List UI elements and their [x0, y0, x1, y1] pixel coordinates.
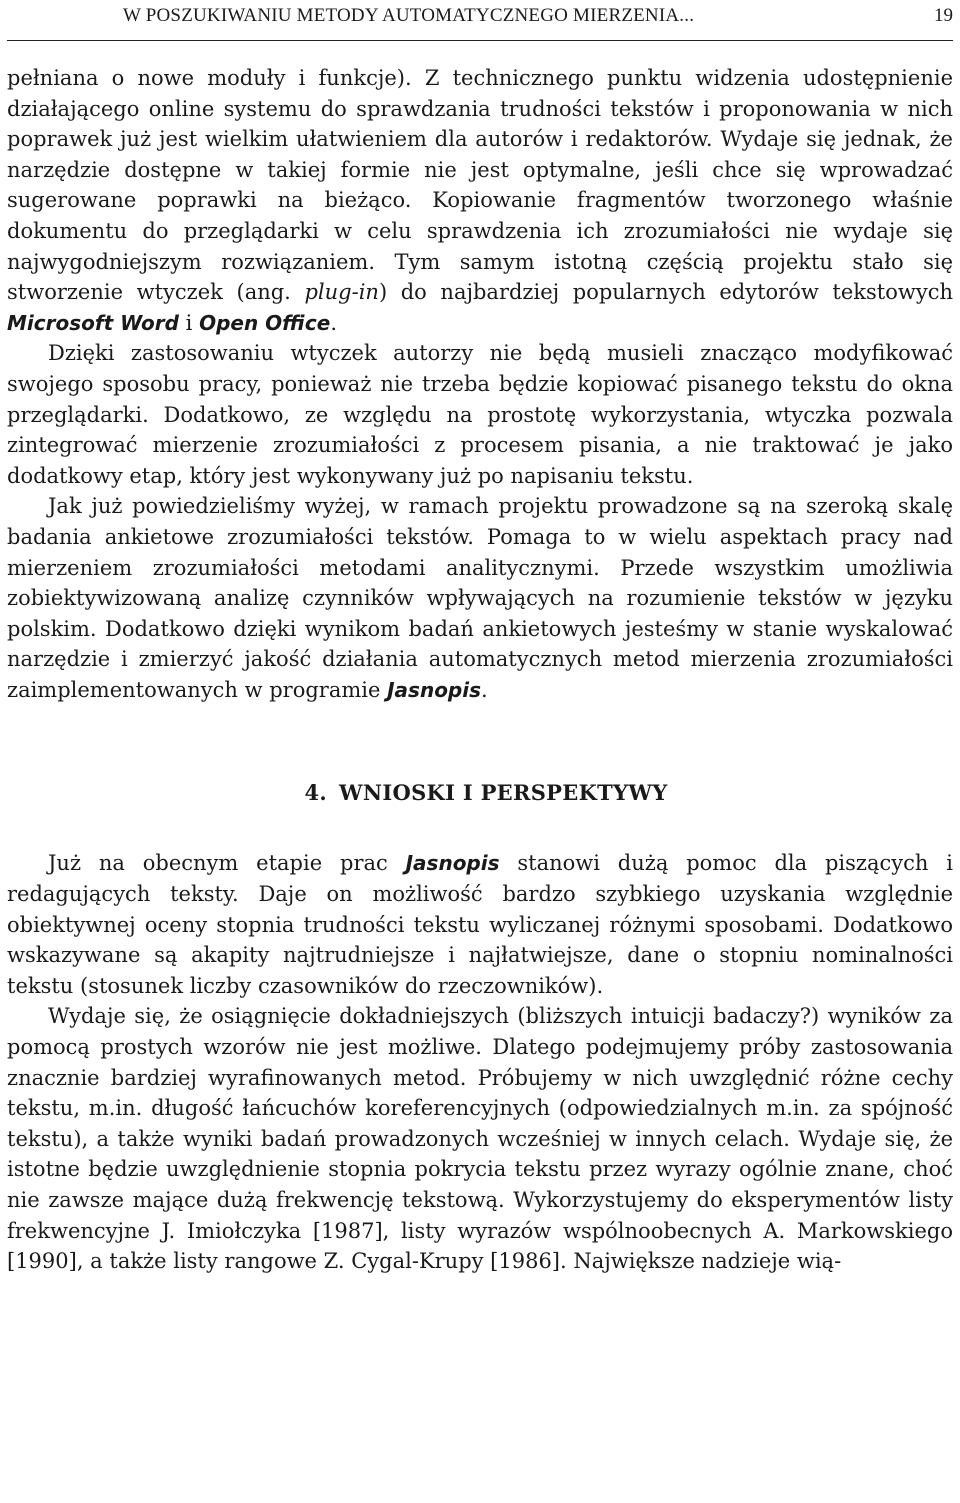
microsoft-word-name: Microsoft Word [7, 310, 179, 335]
paragraph [7, 848, 953, 1001]
book-page [7, 0, 953, 1277]
plugin-term: plug-in [304, 280, 379, 305]
paragraph-text: . [481, 677, 488, 702]
open-office-name: Open Office [199, 310, 331, 335]
page-number: 19 [934, 5, 953, 26]
running-header-title: W POSZUKIWANIU METODY AUTOMATYCZNEGO MIERZENIA... [123, 5, 695, 26]
paragraph-text: Już na obecnym etapie prac [48, 851, 406, 876]
body-text [7, 63, 953, 1277]
paragraph: Dzięki zastosowaniu wtyczek autorzy nie będą musieli znacząco modyfikować swojego sposobu pracy, ponieważ nie trzeba będzie kopiować pisanego tekstu do okna przeglądarki. Dodatkowo, ze względu na prostotę wykorzystania, wtyczka pozwala zintegrować mierzenie zrozumiałości z procesem pisania, a nie traktować je jako dodatkowy etap, który jest wykonywany już po napisaniu tekstu. [7, 341, 953, 488]
paragraph-text: pełniana o nowe moduły i funkcje). Z technicznego punktu widzenia udostępnienie działającego online systemu do sprawdzania trudności tekstów i proponowania w nich poprawek już jest wielkim ułatwieniem dla autorów i redaktorów. Wydaje się jednak, że narzędzie dostępne w takiej formie nie jest optymalne, jeśli chce się wprowadzać sugerowane poprawki na bieżąco. Kopiowanie fragmentów tworzonego właśnie dokumentu do przeglądarki w celu sprawdzenia ich zrozumiałości nie wydaje się najwygodniejszym rozwiązaniem. Tym samym istotną częścią projektu stało się stworzenie wtyczek (ang. [7, 66, 953, 305]
paragraph-text: stanowi dużą pomoc dla piszących i redagujących teksty. Daje on możliwość bardzo szybkiego uzyskania względnie obiektywnej oceny stopnia trudności tekstu wyliczanej różnymi sposobami. Dodatkowo wskazywane są akapity najtrudniejsze i najłatwiejsze, dane o stopniu nominalności tekstu (stosunek liczby czasowników do rzeczowników). [7, 851, 953, 998]
jasnopis-name: Jasnopis [387, 677, 482, 702]
paragraph [7, 63, 953, 338]
paragraph-text: . [330, 310, 338, 335]
running-header [7, 0, 953, 41]
paragraph-text: i [178, 310, 200, 335]
section-heading [7, 778, 953, 808]
section-number: 4. [304, 780, 327, 806]
paragraph [7, 491, 953, 705]
section-title-text: WNIOSKI I PERSPEKTYWY [338, 780, 668, 806]
jasnopis-name: Jasnopis [405, 851, 500, 876]
paragraph-text: ) do najbardziej popularnych edytorów tekstowych [378, 280, 954, 305]
paragraph: Wydaje się, że osiągnięcie dokładniejszych (bliższych intuicji badaczy?) wyników za pomocą prostych wzorów nie jest możliwe. Dlatego podejmujemy próby zastosowania znacznie bardziej wyrafinowanych metod. Próbujemy w nich uwzględnić różne cechy tekstu, m.in. długość łańcuchów koreferencyjnych (odpowiedzialnych m.in. za spójność tekstu), a także wyniki badań prowadzonych wcześniej w innych celach. Wydaje się, że istotne będzie uwzględnienie stopnia pokrycia tekstu przez wyrazy ogólnie znane, choć nie zawsze mające dużą frekwencję tekstową. Wykorzystujemy do eksperymentów listy frekwencyjne J. Imiołczyka [1987], listy wyrazów wspólnoobecnych A. Markowskiego [1990], a także listy rangowe Z. Cygal-Krupy [1986]. Największe nadzieje wią- [7, 1004, 953, 1274]
paragraph-text: Jak już powiedzieliśmy wyżej, w ramach projektu prowadzone są na szeroką skalę badania ankietowe zrozumiałości tekstów. Pomaga to w wielu aspektach pracy nad mierzeniem zrozumiałości metodami analitycznymi. Przede wszystkim umożliwia zobiektywizowaną analizę czynników wpływających na rozumienie tekstów w języku polskim. Dodatkowo dzięki wynikom badań ankietowych jesteśmy w stanie wyskalować narzędzie i zmierzyć jakość działania automatycznych metod mierzenia zrozumiałości zaimplementowanych w programie [7, 494, 953, 702]
